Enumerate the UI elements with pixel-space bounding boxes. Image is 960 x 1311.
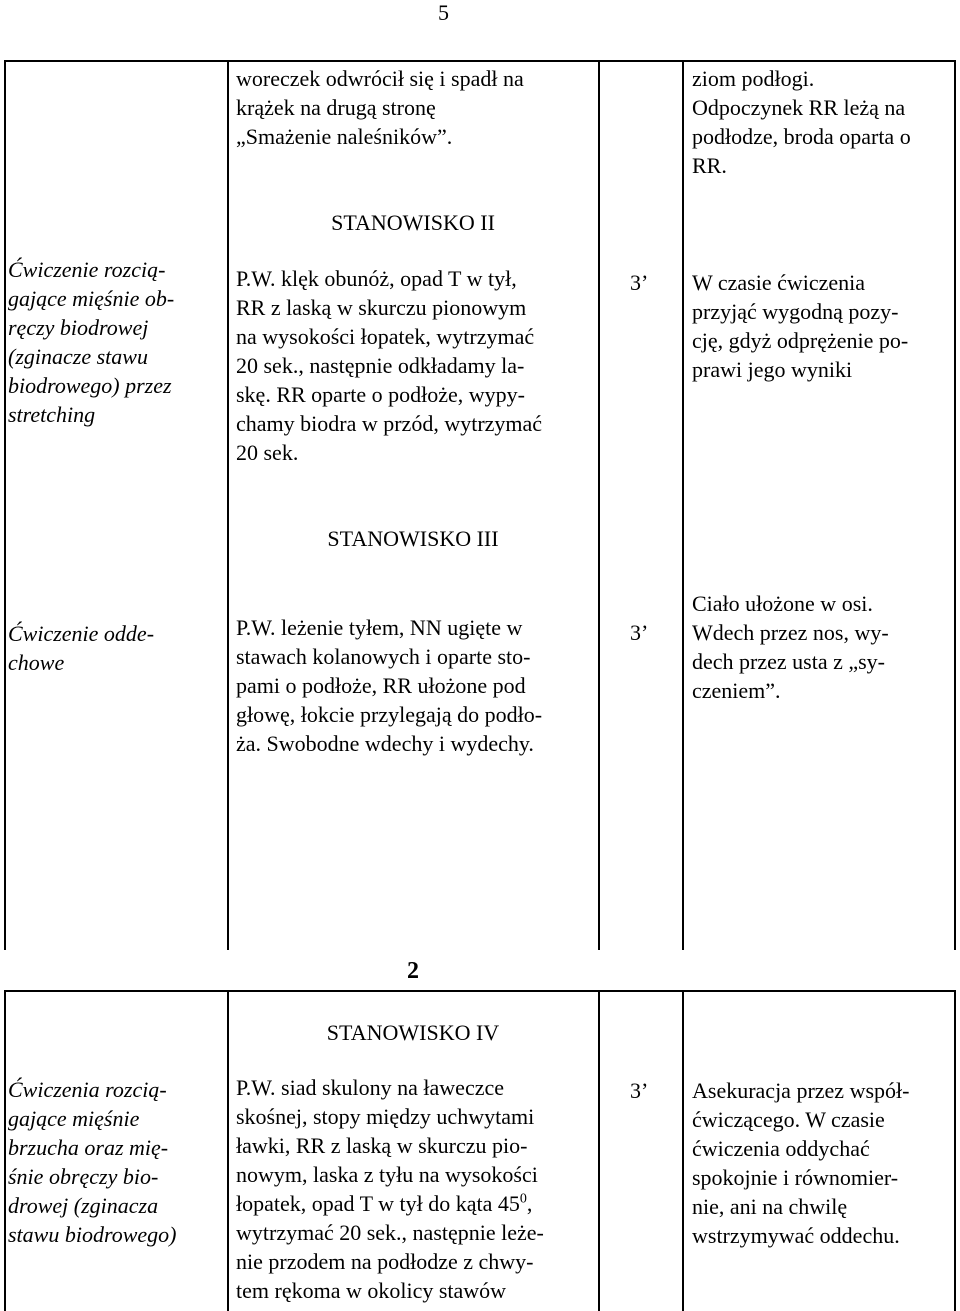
exercise-time: 3’ xyxy=(630,270,649,295)
table-border-left xyxy=(4,60,6,950)
exercise-description: P.W. leżenie tyłem, NN ugięte w stawach kolanowych i oparte sto- pami o podłoże, RR ułożone pod głowę, łokcie przylegają do podło- ża. Swobodne wdechy i wydechy. xyxy=(236,615,543,756)
table-border-right xyxy=(954,60,956,950)
table-border-right xyxy=(954,990,956,1311)
table-column-divider xyxy=(598,990,600,1311)
station-heading: STANOWISKO II xyxy=(331,210,495,235)
exercise-description-part2: wytrzymać 20 sek., następnie leże- nie przodem na podłodze z chwy- tem rękoma w okolicy stawów xyxy=(236,1220,544,1303)
table-column-divider xyxy=(227,990,229,1311)
exercise-description xyxy=(236,1073,596,1305)
exercise-name: Ćwiczenie rozcią- gające mięśnie ob- ręczy biodrowej (zginacze stawu biodrowego) przez stretching xyxy=(8,257,175,427)
exercise-notes: Asekuracja przez współ- ćwiczącego. W czasie ćwiczenia oddychać spokojnie i równomier- nie, ani na chwilę wstrzymywać oddechu. xyxy=(692,1078,910,1248)
exercise-name: Ćwiczenie odde- chowe xyxy=(8,621,155,675)
exercise-notes: Ciało ułożone w osi. Wdech przez nos, wy- dech przez usta z „sy- czeniem”. xyxy=(692,591,889,703)
table-column-divider xyxy=(682,60,684,950)
table-border-top xyxy=(4,990,956,992)
table-column-divider xyxy=(682,990,684,1311)
exercise-time: 3’ xyxy=(630,620,649,645)
continuation-notes: ziom podłogi. Odpoczynek RR leżą na podłodze, broda oparta o RR. xyxy=(692,66,911,178)
description-text: P.W. siad skulony na ławeczce skośnej, stopy między uchwytami ławki, RR z laską w skurczu pio- nowym, laska z tyłu na wysokości łopatek, opad T w tył do kąta 45 xyxy=(236,1075,538,1216)
degree-superscript: 0 xyxy=(519,1191,527,1207)
station-heading: STANOWISKO IV xyxy=(326,1020,500,1045)
continuation-description: woreczek odwrócił się i spadł na krążek na drugą stronę „Smażenie naleśników”. xyxy=(236,66,524,149)
exercise-description: P.W. klęk obunóż, opad T w tył, RR z laską w skurczu pionowym na wysokości łopatek, wytrzymać 20 sek., następnie odkładamy la- skę. RR oparte o podłoże, wypy- chamy biodra w przód, wytrzymać 20 sek. xyxy=(236,266,543,465)
table-border-left xyxy=(4,990,6,1311)
station-heading: STANOWISKO III xyxy=(327,526,499,551)
table-border-top xyxy=(4,60,956,62)
table-column-divider xyxy=(227,60,229,950)
page-number: 5 xyxy=(438,0,449,25)
exercise-notes: W czasie ćwiczenia przyjąć wygodną pozy- cję, gdyż odprężenie po- prawi jego wyniki xyxy=(692,270,909,382)
exercise-name: Ćwiczenia rozcią- gające mięśnie brzucha oraz mię- śnie obręczy bio- drowej (zginacza stawu biodrowego) xyxy=(8,1077,177,1247)
page-number: 2 xyxy=(407,958,419,984)
exercise-description-part1 xyxy=(236,1073,596,1218)
exercise-time: 3’ xyxy=(630,1078,649,1103)
table-column-divider xyxy=(598,60,600,950)
description-comma: , xyxy=(526,1191,533,1216)
